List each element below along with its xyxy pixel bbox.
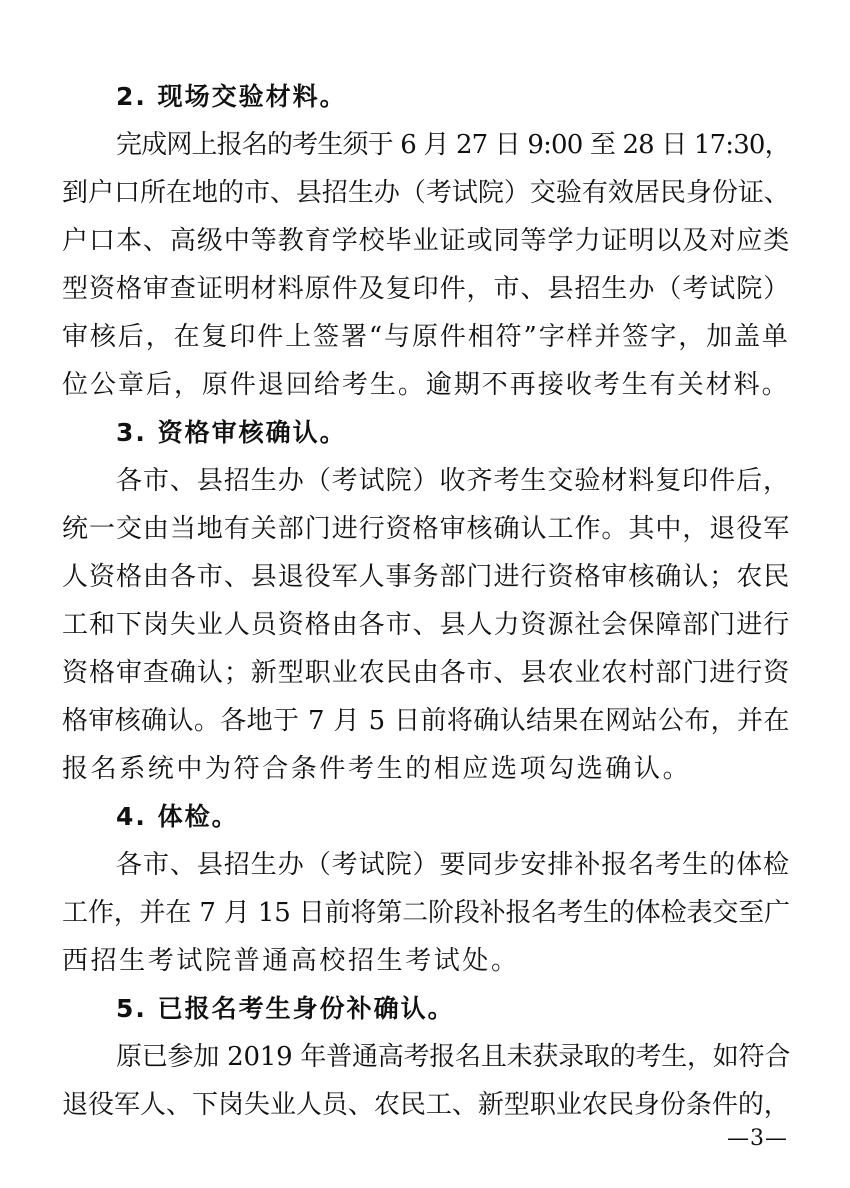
paragraph-line: 户口本、高级中等教育学校毕业证或同等学力证明以及对应类 <box>62 226 791 256</box>
paragraph-line: 人资格由各市、县退役军人事务部门进行资格审核确认；农民 <box>62 562 791 592</box>
paragraph-line: 各市、县招生办（考试院）收齐考生交验材料复印件后， <box>116 466 791 496</box>
section-heading: 5. 已报名考生身份补确认。 <box>116 994 455 1023</box>
paragraph-line: 位公章后，原件退回给考生。逾期不再接收考生有关材料。 <box>62 370 790 400</box>
paragraph-line: 到户口所在地的市、县招生办（考试院）交验有效居民身份证、 <box>62 178 790 208</box>
paragraph-line: 西招生考试院普通高校招生考试处。 <box>62 946 520 976</box>
paragraph-line: 型资格审查证明材料原件及复印件，市、县招生办（考试院） <box>62 274 791 304</box>
section-heading: 4. 体检。 <box>116 802 239 831</box>
paragraph-line: 审核后，在复印件上签署“与原件相符”字样并签字，加盖单 <box>62 322 790 352</box>
paragraph-line: 原已参加 2019 年普通高考报名且未获录取的考生，如符合 <box>116 1042 791 1072</box>
paragraph-line: 退役军人、下岗失业人员、农民工、新型职业农民身份条件的， <box>62 1090 790 1120</box>
paragraph-line: 报名系统中为符合条件考生的相应选项勾选确认。 <box>62 754 692 784</box>
paragraph-line: 工和下岗失业人员资格由各市、县人力资源社会保障部门进行 <box>62 610 791 640</box>
section-heading: 3. 资格审核确认。 <box>116 418 347 447</box>
paragraph-line: 资格审查确认；新型职业农民由各市、县农业农村部门进行资 <box>62 658 791 688</box>
paragraph-line: 完成网上报名的考生须于 6 月 27 日 9:00 至 28 日 17:30， <box>116 130 790 160</box>
paragraph-line: 格审核确认。各地于 7 月 5 日前将确认结果在网站公布，并在 <box>62 706 790 736</box>
paragraph-line: 统一交由当地有关部门进行资格审核确认工作。其中，退役军 <box>62 514 791 544</box>
section-heading: 2. 现场交验材料。 <box>116 82 347 111</box>
paragraph-line: 工作，并在 7 月 15 日前将第二阶段补报名考生的体检表交至广 <box>62 898 790 928</box>
page-number: —3— <box>727 1126 788 1151</box>
paragraph-line: 各市、县招生办（考试院）要同步安排补报名考生的体检 <box>116 850 791 880</box>
